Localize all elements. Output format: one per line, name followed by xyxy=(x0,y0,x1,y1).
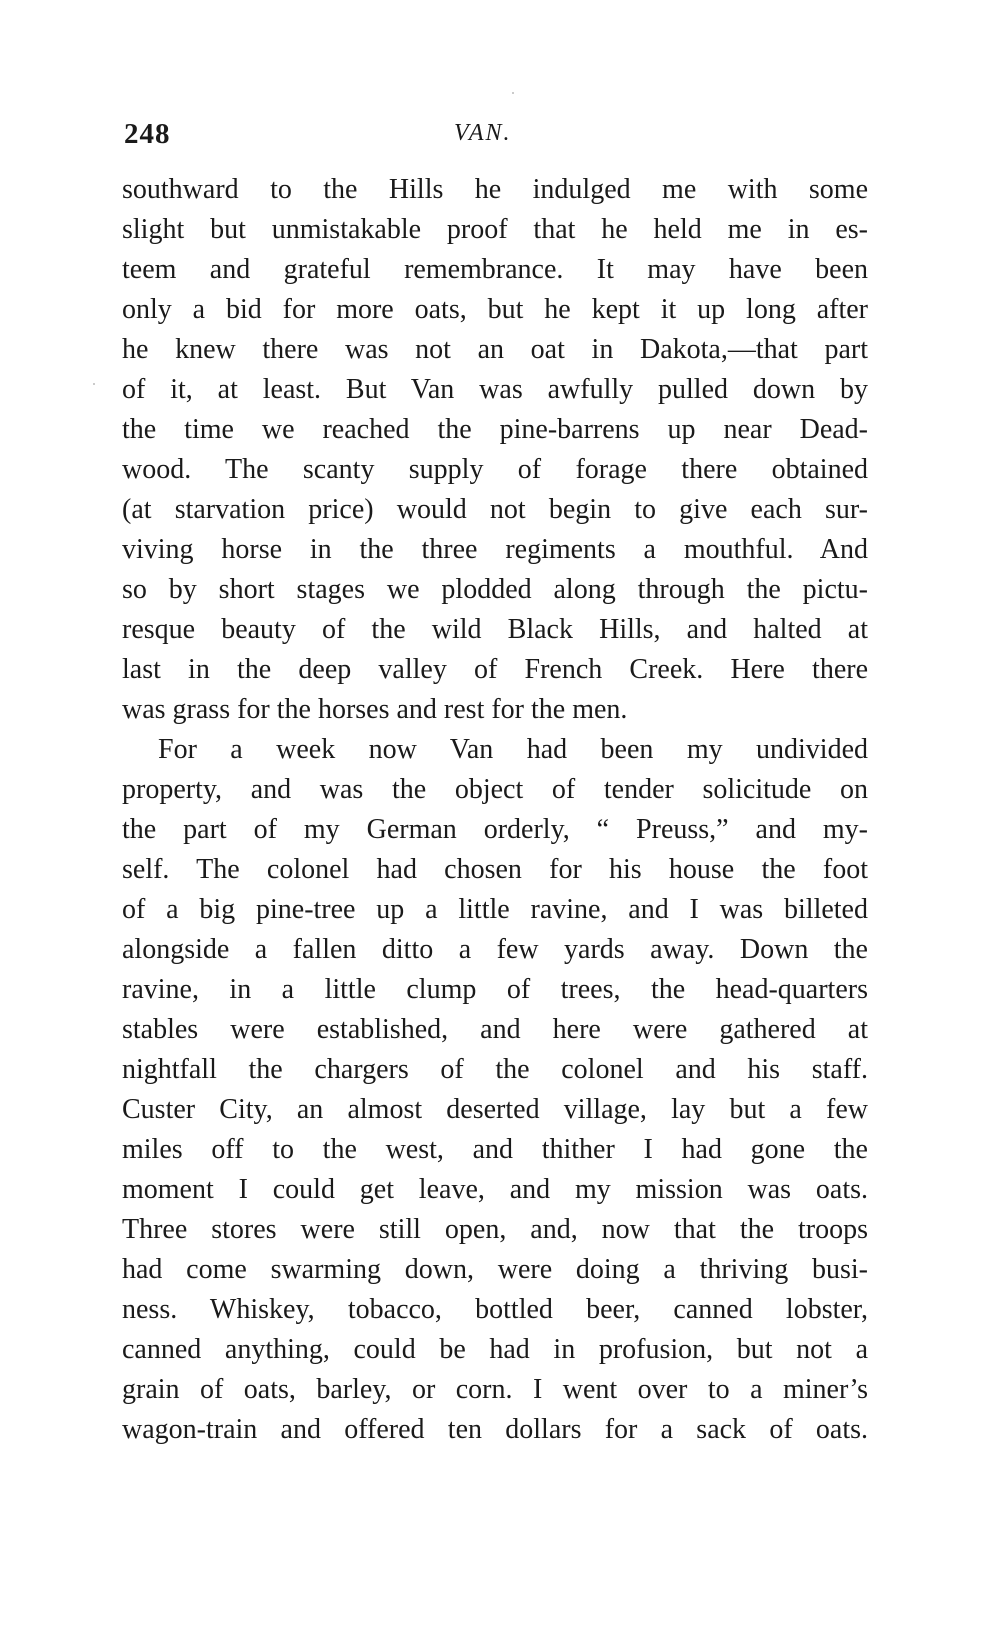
body-text xyxy=(122,170,868,1450)
text-line: slight but unmistakable proof that he held me in es- xyxy=(122,214,868,245)
text-line: of a big pine-tree up a little ravine, and I was billeted xyxy=(122,894,868,925)
text-line: property, and was the object of tender solicitude on xyxy=(122,774,868,805)
text-line: moment I could get leave, and my mission was oats. xyxy=(122,1174,868,1205)
text-line: self. The colonel had chosen for his house the foot xyxy=(122,854,868,885)
page-number: 248 xyxy=(124,118,171,150)
text-line: so by short stages we plodded along through the pictu- xyxy=(122,574,868,605)
text-line: wagon-train and offered ten dollars for a sack of oats. xyxy=(122,1414,868,1445)
text-line: stables were established, and here were gathered at xyxy=(122,1014,868,1045)
text-line: the part of my German orderly, “ Preuss,” and my- xyxy=(122,814,868,845)
text-line: canned anything, could be had in profusion, but not a xyxy=(122,1334,868,1365)
text-line: Three stores were still open, and, now that the troops xyxy=(122,1214,868,1245)
text-line: was grass for the horses and rest for the men. xyxy=(122,694,628,725)
text-line: miles off to the west, and thither I had gone the xyxy=(122,1134,868,1165)
text-line: Custer City, an almost deserted village, lay but a few xyxy=(122,1094,868,1125)
text-line: last in the deep valley of French Creek. Here there xyxy=(122,654,868,685)
text-line: viving horse in the three regiments a mouthful. And xyxy=(122,534,868,565)
text-line: (at starvation price) would not begin to give each sur- xyxy=(122,494,868,525)
text-line: the time we reached the pine-barrens up near Dead- xyxy=(122,414,868,445)
text-line: resque beauty of the wild Black Hills, and halted at xyxy=(122,614,868,645)
text-line: nightfall the chargers of the colonel and his staff. xyxy=(122,1054,868,1085)
text-line: wood. The scanty supply of forage there obtained xyxy=(122,454,868,485)
paper-speck xyxy=(93,383,95,385)
text-line: only a bid for more oats, but he kept it up long after xyxy=(122,294,868,325)
page-header xyxy=(124,118,869,158)
text-line: ness. Whiskey, tobacco, bottled beer, canned lobster, xyxy=(122,1294,868,1325)
text-line: southward to the Hills he indulged me with some xyxy=(122,174,868,205)
paper-speck xyxy=(512,92,514,94)
text-line: had come swarming down, were doing a thriving busi- xyxy=(122,1254,868,1285)
text-line: teem and grateful remembrance. It may have been xyxy=(122,254,868,285)
running-title: VAN. xyxy=(454,120,512,146)
text-line: he knew there was not an oat in Dakota,—that part xyxy=(122,334,868,365)
text-line: grain of oats, barley, or corn. I went over to a miner’s xyxy=(122,1374,868,1405)
text-line: alongside a fallen ditto a few yards away. Down the xyxy=(122,934,868,965)
text-line: For a week now Van had been my undivided xyxy=(158,734,868,765)
text-line: ravine, in a little clump of trees, the head-quarters xyxy=(122,974,868,1005)
text-line: of it, at least. But Van was awfully pulled down by xyxy=(122,374,868,405)
